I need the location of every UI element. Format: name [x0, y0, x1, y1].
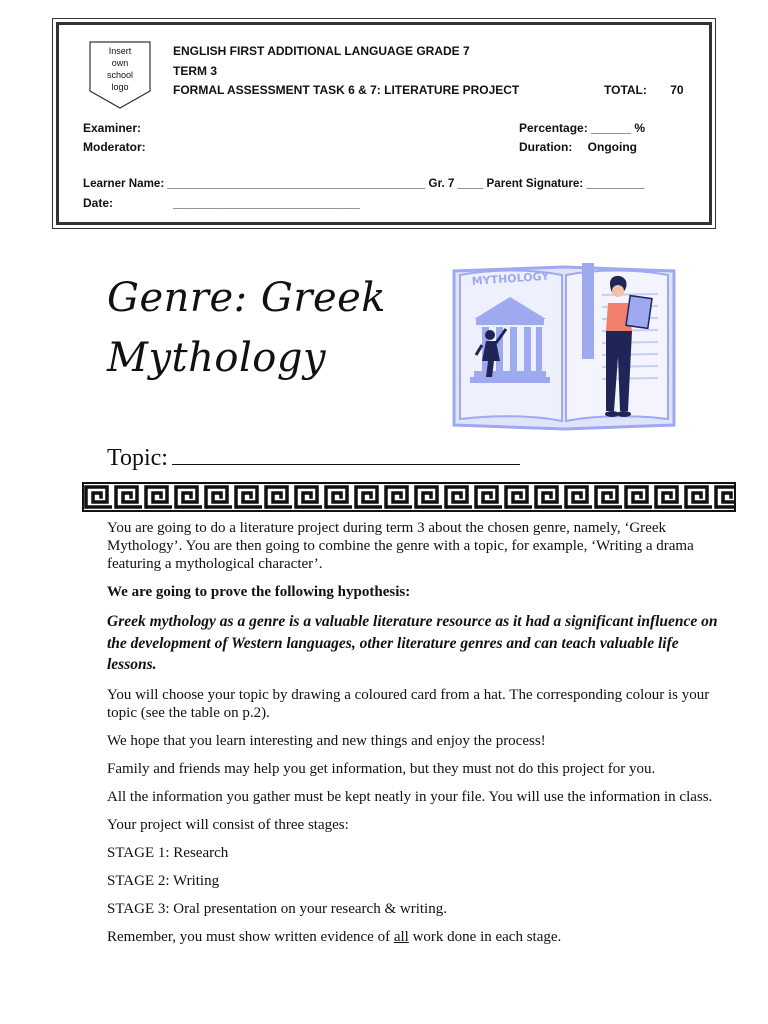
remember-underlined-word: all [393, 928, 409, 945]
greek-key-border [82, 482, 736, 512]
remember-text-start: Remember, you must show written evidence of [107, 928, 394, 945]
total-field [604, 83, 684, 97]
date-label: Date: [83, 196, 114, 210]
page-title [107, 268, 437, 388]
stage-1: STAGE 1: Research [107, 844, 229, 861]
topic-paragraph: You will choose your topic by drawing a coloured card from a hat. The corresponding colour is your topic (see the table on p.2). [107, 686, 710, 721]
total-value: 70 [670, 83, 684, 97]
duration-value: Ongoing [587, 140, 637, 154]
stage-3: STAGE 3: Oral presentation on your research & writing. [107, 900, 447, 917]
examiner-label: Examiner: [83, 121, 142, 135]
logo-placeholder-text: Insert own school logo [106, 46, 133, 92]
intro-paragraph: You are going to do a literature project during term 3 about the chosen genre, namely, ‘Greek Mythology’. You are then going to combine the genre with a topic, for example, ‘Writing a drama featuring a mythological character’. [107, 520, 694, 572]
topic-line [107, 442, 520, 472]
moderator-label: Moderator: [83, 140, 146, 154]
duration-field [519, 140, 637, 154]
family-paragraph: Family and friends may help you get information, but they must not do this project for you. [107, 760, 656, 777]
hypothesis-heading: We are going to prove the following hypothesis: [107, 584, 411, 600]
topic-label: Topic: [107, 445, 168, 471]
term-label: TERM 3 [173, 64, 218, 78]
mythology-book-illustration [452, 261, 676, 431]
total-label: TOTAL: [604, 83, 647, 97]
learner-name-line: Learner Name: ________________________________________ Gr. 7 ____ Parent Signature: _________ [83, 177, 645, 190]
remember-text-end: work done in each stage. [408, 928, 562, 945]
title-line-2: Mythology [107, 335, 327, 381]
stages-intro: Your project will consist of three stages: [107, 816, 349, 833]
subject-title: ENGLISH FIRST ADDITIONAL LANGUAGE GRADE 7 [173, 44, 470, 58]
remember-paragraph [107, 928, 725, 946]
stage-2: STAGE 2: Writing [107, 872, 220, 889]
book-label: MYTHOLOGY [471, 269, 550, 288]
hope-paragraph: We hope that you learn interesting and new things and enjoy the process! [107, 732, 546, 749]
topic-blank [172, 442, 520, 465]
date-blank: ____________________________ [173, 196, 360, 210]
duration-label: Duration: [519, 140, 573, 154]
information-paragraph: All the information you gather must be kept neatly in your file. You will use the information in class. [107, 788, 713, 805]
percentage-field: Percentage: ______ % [519, 121, 646, 135]
body-content [107, 519, 725, 956]
title-line-1: Genre: Greek [107, 275, 387, 321]
hypothesis-text: Greek mythology as a genre is a valuable literature resource as it had a significant influence on the development of Western languages, other literature genres and can teach valuable life lessons. [107, 613, 718, 673]
task-title: FORMAL ASSESSMENT TASK 6 & 7: LITERATURE PROJECT [173, 83, 520, 97]
